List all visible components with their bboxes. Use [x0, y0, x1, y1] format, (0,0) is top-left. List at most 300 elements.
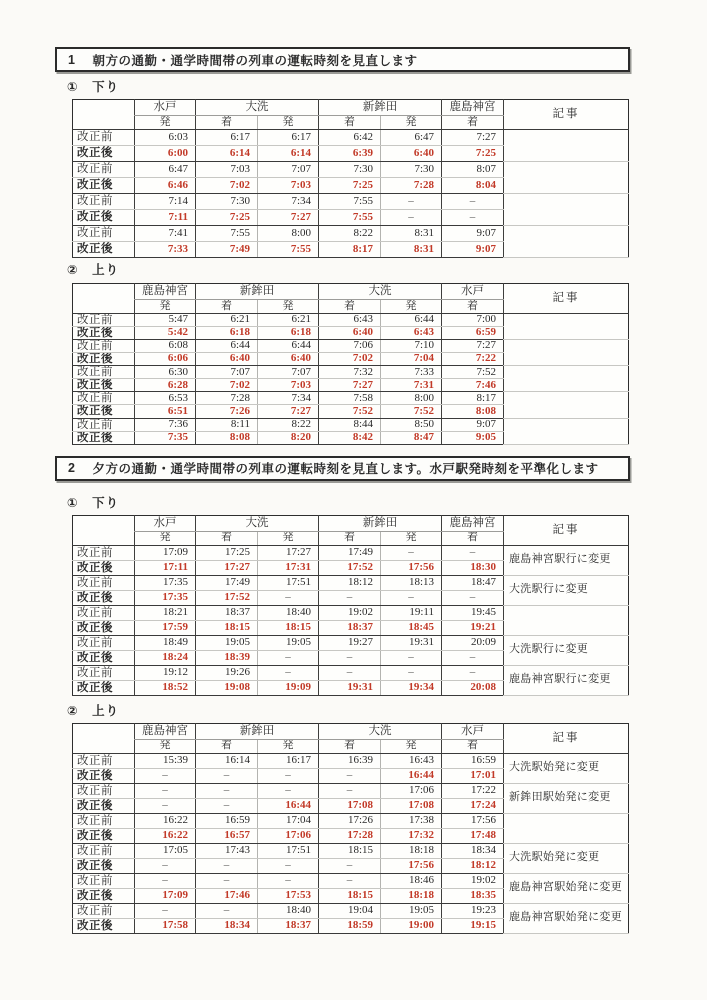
revised-time-cell: 18:12: [442, 858, 504, 873]
revised-time-cell: 18:15: [258, 620, 319, 635]
revised-time-cell: 7:11: [135, 210, 196, 226]
time-cell: 17:25: [196, 545, 258, 560]
revised-time-cell: 17:48: [442, 828, 504, 843]
station-header: 鹿島神宮: [135, 723, 196, 739]
row-label: 改正前: [73, 783, 135, 798]
time-cell: 6:03: [135, 130, 196, 146]
row-label: 改正前: [73, 813, 135, 828]
dash-cell: –: [135, 798, 196, 813]
time-cell: 6:17: [258, 130, 319, 146]
dash-cell: –: [258, 783, 319, 798]
time-cell: 16:14: [196, 753, 258, 768]
arrival-departure-header: 着: [319, 739, 381, 753]
revised-time-cell: 7:31: [381, 379, 442, 392]
dash-cell: –: [258, 768, 319, 783]
time-cell: 7:58: [319, 392, 381, 405]
dash-cell: –: [442, 590, 504, 605]
dash-cell: –: [442, 210, 504, 226]
time-cell: 7:07: [258, 366, 319, 379]
time-cell: 18:18: [381, 843, 442, 858]
row-label: 改正前: [73, 226, 135, 242]
time-cell: 17:56: [442, 813, 504, 828]
row-label: 改正前: [73, 366, 135, 379]
note-cell: [504, 418, 629, 444]
revised-time-cell: 6:39: [319, 146, 381, 162]
dash-cell: –: [258, 858, 319, 873]
arrival-departure-header: 着: [319, 531, 381, 545]
time-cell: 17:22: [442, 783, 504, 798]
time-cell: 7:06: [319, 340, 381, 353]
dash-cell: –: [319, 650, 381, 665]
time-cell: 19:02: [319, 605, 381, 620]
revised-time-cell: 16:44: [381, 768, 442, 783]
revised-time-cell: 17:59: [135, 620, 196, 635]
corner-cell: [73, 284, 135, 314]
section-2-heading: [55, 456, 630, 481]
revised-time-cell: 18:18: [381, 888, 442, 903]
time-cell: 16:59: [442, 753, 504, 768]
direction-label-morning-up: ② 上り: [67, 263, 120, 277]
time-cell: 19:23: [442, 903, 504, 918]
revised-time-cell: 7:25: [319, 178, 381, 194]
time-cell: 16:59: [196, 813, 258, 828]
time-cell: 7:14: [135, 194, 196, 210]
revised-time-cell: 7:26: [196, 405, 258, 418]
dash-cell: –: [135, 903, 196, 918]
revised-time-cell: 7:03: [258, 379, 319, 392]
time-cell: 18:37: [196, 605, 258, 620]
revised-time-cell: 6:51: [135, 405, 196, 418]
time-cell: 20:09: [442, 635, 504, 650]
timetable-row-before: [73, 392, 629, 405]
note-cell: 新鉾田駅始発に変更: [504, 783, 629, 813]
time-cell: 7:41: [135, 226, 196, 242]
dash-cell: –: [258, 873, 319, 888]
arrival-departure-header: 発: [135, 300, 196, 314]
revised-time-cell: 7:03: [258, 178, 319, 194]
revised-time-cell: 16:44: [258, 798, 319, 813]
dash-cell: –: [135, 768, 196, 783]
time-cell: 7:27: [442, 340, 504, 353]
row-label: 改正前: [73, 575, 135, 590]
direction-label-morning-down: ① 下り: [67, 80, 120, 94]
time-cell: 19:05: [258, 635, 319, 650]
note-cell: [504, 605, 629, 635]
time-cell: 8:07: [442, 162, 504, 178]
station-header: 大洗: [319, 723, 442, 739]
row-label: 改正前: [73, 665, 135, 680]
row-label: 改正後: [73, 768, 135, 783]
time-cell: 5:47: [135, 314, 196, 327]
time-cell: 6:17: [196, 130, 258, 146]
arrival-departure-header: 発: [258, 531, 319, 545]
time-cell: 7:03: [196, 162, 258, 178]
timetable-row-before: [73, 130, 629, 146]
dash-cell: –: [319, 590, 381, 605]
timetable-row-before: [73, 753, 629, 768]
section-number: 2: [68, 461, 76, 476]
dash-cell: –: [442, 650, 504, 665]
time-cell: 17:26: [319, 813, 381, 828]
time-cell: 18:12: [319, 575, 381, 590]
timetable: [72, 99, 629, 258]
revised-time-cell: 18:15: [196, 620, 258, 635]
row-label: 改正後: [73, 798, 135, 813]
timetable: [72, 723, 629, 934]
timetable-row-before: [73, 665, 629, 680]
time-cell: 7:07: [258, 162, 319, 178]
header-station-row: [73, 100, 629, 116]
revised-time-cell: 8:31: [381, 242, 442, 258]
time-cell: 8:00: [258, 226, 319, 242]
note-cell: 鹿島神宮駅始発に変更: [504, 903, 629, 933]
revised-time-cell: 16:22: [135, 828, 196, 843]
revised-time-cell: 18:52: [135, 680, 196, 695]
row-label: 改正前: [73, 753, 135, 768]
revised-time-cell: 6:06: [135, 353, 196, 366]
station-header: 大洗: [319, 284, 442, 300]
note-cell: 大洗駅始発に変更: [504, 843, 629, 873]
arrival-departure-header: 発: [135, 739, 196, 753]
dash-cell: –: [196, 768, 258, 783]
row-label: 改正前: [73, 340, 135, 353]
note-cell: [504, 314, 629, 340]
revised-time-cell: 17:58: [135, 918, 196, 933]
revised-time-cell: 17:08: [319, 798, 381, 813]
timetable-row-before: [73, 162, 629, 178]
revised-time-cell: 17:56: [381, 560, 442, 575]
row-label: 改正前: [73, 130, 135, 146]
timetable-row-before: [73, 903, 629, 918]
row-label: 改正前: [73, 194, 135, 210]
row-label: 改正後: [73, 379, 135, 392]
arrival-departure-header: 着: [442, 739, 504, 753]
evening-up-table: [72, 723, 707, 934]
time-cell: 17:38: [381, 813, 442, 828]
arrival-departure-header: 着: [442, 531, 504, 545]
arrival-departure-header: 発: [135, 116, 196, 130]
dash-cell: –: [381, 590, 442, 605]
dash-cell: –: [442, 545, 504, 560]
revised-time-cell: 6:59: [442, 327, 504, 340]
revised-time-cell: 17:08: [381, 798, 442, 813]
note-cell: 鹿島神宮駅行に変更: [504, 545, 629, 575]
revised-time-cell: 17:24: [442, 798, 504, 813]
dash-cell: –: [135, 858, 196, 873]
timetable-row-before: [73, 340, 629, 353]
dash-cell: –: [381, 194, 442, 210]
revised-time-cell: 6:18: [258, 327, 319, 340]
time-cell: 9:07: [442, 226, 504, 242]
note-cell: [504, 226, 629, 258]
section-1-heading: [55, 47, 630, 72]
revised-time-cell: 7:27: [319, 379, 381, 392]
time-cell: 7:27: [442, 130, 504, 146]
note-cell: [504, 194, 629, 226]
revised-time-cell: 17:01: [442, 768, 504, 783]
time-cell: 7:34: [258, 392, 319, 405]
time-cell: 7:34: [258, 194, 319, 210]
revised-time-cell: 8:04: [442, 178, 504, 194]
time-cell: 18:40: [258, 605, 319, 620]
revised-time-cell: 6:43: [381, 327, 442, 340]
time-cell: 6:44: [258, 340, 319, 353]
revised-time-cell: 7:28: [381, 178, 442, 194]
dash-cell: –: [319, 665, 381, 680]
dash-cell: –: [319, 783, 381, 798]
direction-label-evening-down: ① 下り: [67, 495, 120, 510]
row-label: 改正前: [73, 635, 135, 650]
notes-header: 記事: [504, 100, 629, 130]
time-cell: 8:22: [319, 226, 381, 242]
arrival-departure-header: 発: [381, 531, 442, 545]
revised-time-cell: 6:18: [196, 327, 258, 340]
revised-time-cell: 5:42: [135, 327, 196, 340]
row-label: 改正前: [73, 605, 135, 620]
time-cell: 7:32: [319, 366, 381, 379]
revised-time-cell: 17:09: [135, 888, 196, 903]
revised-time-cell: 17:28: [319, 828, 381, 843]
section-number: 1: [68, 52, 76, 67]
section-title: 朝方の通勤・通学時間帯の列車の運転時刻を見直します: [92, 53, 418, 68]
revised-time-cell: 19:15: [442, 918, 504, 933]
time-cell: 6:47: [381, 130, 442, 146]
revised-time-cell: 17:32: [381, 828, 442, 843]
revised-time-cell: 19:09: [258, 680, 319, 695]
time-cell: 19:02: [442, 873, 504, 888]
morning-down-table: [72, 99, 707, 258]
note-cell: [504, 366, 629, 392]
arrival-departure-header: 発: [135, 531, 196, 545]
time-cell: 17:43: [196, 843, 258, 858]
revised-time-cell: 16:57: [196, 828, 258, 843]
station-header: 鹿島神宮: [442, 100, 504, 116]
revised-time-cell: 9:05: [442, 431, 504, 444]
revised-time-cell: 8:47: [381, 431, 442, 444]
time-cell: 7:52: [442, 366, 504, 379]
revised-time-cell: 19:00: [381, 918, 442, 933]
revised-time-cell: 18:37: [319, 620, 381, 635]
row-label: 改正後: [73, 353, 135, 366]
revised-time-cell: 6:14: [258, 146, 319, 162]
header-station-row: [73, 284, 629, 300]
row-label: 改正前: [73, 843, 135, 858]
arrival-departure-header: 着: [319, 116, 381, 130]
revised-time-cell: 18:59: [319, 918, 381, 933]
dash-cell: –: [442, 194, 504, 210]
timetable-row-before: [73, 635, 629, 650]
time-cell: 7:36: [135, 418, 196, 431]
time-cell: 8:44: [319, 418, 381, 431]
revised-time-cell: 6:28: [135, 379, 196, 392]
revised-time-cell: 19:31: [319, 680, 381, 695]
revised-time-cell: 6:40: [258, 353, 319, 366]
revised-time-cell: 17:35: [135, 590, 196, 605]
time-cell: 6:44: [381, 314, 442, 327]
revised-time-cell: 7:46: [442, 379, 504, 392]
dash-cell: –: [196, 783, 258, 798]
revised-time-cell: 19:21: [442, 620, 504, 635]
note-cell: [504, 392, 629, 418]
header-station-row: [73, 515, 629, 531]
revised-time-cell: 6:46: [135, 178, 196, 194]
row-label: 改正前: [73, 418, 135, 431]
dash-cell: –: [258, 650, 319, 665]
revised-time-cell: 7:25: [196, 210, 258, 226]
dash-cell: –: [381, 210, 442, 226]
timetable-row-before: [73, 194, 629, 210]
timetable-row-before: [73, 783, 629, 798]
time-cell: 15:39: [135, 753, 196, 768]
revised-time-cell: 7:49: [196, 242, 258, 258]
arrival-departure-header: 発: [258, 739, 319, 753]
note-cell: 大洗駅始発に変更: [504, 753, 629, 783]
revised-time-cell: 7:35: [135, 431, 196, 444]
revised-time-cell: 7:02: [196, 178, 258, 194]
revised-time-cell: 8:42: [319, 431, 381, 444]
revised-time-cell: 17:53: [258, 888, 319, 903]
note-cell: [504, 130, 629, 162]
time-cell: 19:12: [135, 665, 196, 680]
row-label: 改正後: [73, 858, 135, 873]
time-cell: 17:49: [196, 575, 258, 590]
time-cell: 6:21: [196, 314, 258, 327]
notes-header: 記事: [504, 723, 629, 753]
arrival-departure-header: 発: [381, 116, 442, 130]
time-cell: 18:46: [381, 873, 442, 888]
station-header: 新鉾田: [319, 100, 442, 116]
row-label: 改正前: [73, 392, 135, 405]
row-label: 改正後: [73, 828, 135, 843]
revised-time-cell: 7:02: [319, 353, 381, 366]
revised-time-cell: 8:08: [196, 431, 258, 444]
timetable-row-before: [73, 605, 629, 620]
row-label: 改正後: [73, 560, 135, 575]
time-cell: 6:44: [196, 340, 258, 353]
revised-time-cell: 6:40: [381, 146, 442, 162]
row-label: 改正後: [73, 918, 135, 933]
time-cell: 16:39: [319, 753, 381, 768]
time-cell: 19:27: [319, 635, 381, 650]
header-station-row: [73, 723, 629, 739]
revised-time-cell: 17:52: [319, 560, 381, 575]
note-cell: 鹿島神宮駅始発に変更: [504, 873, 629, 903]
timetable-row-before: [73, 418, 629, 431]
row-label: 改正後: [73, 178, 135, 194]
row-label: 改正後: [73, 146, 135, 162]
time-cell: 17:27: [258, 545, 319, 560]
revised-time-cell: 6:40: [319, 327, 381, 340]
time-cell: 19:05: [381, 903, 442, 918]
revised-time-cell: 7:33: [135, 242, 196, 258]
time-cell: 18:49: [135, 635, 196, 650]
revised-time-cell: 17:11: [135, 560, 196, 575]
time-cell: 19:05: [196, 635, 258, 650]
arrival-departure-header: 着: [442, 116, 504, 130]
time-cell: 18:21: [135, 605, 196, 620]
time-cell: 6:21: [258, 314, 319, 327]
revised-time-cell: 18:24: [135, 650, 196, 665]
revised-time-cell: 7:52: [319, 405, 381, 418]
note-cell: 大洗駅行に変更: [504, 575, 629, 605]
station-header: 鹿島神宮: [135, 284, 196, 300]
time-cell: 7:55: [196, 226, 258, 242]
time-cell: 7:30: [381, 162, 442, 178]
time-cell: 6:08: [135, 340, 196, 353]
time-cell: 7:28: [196, 392, 258, 405]
station-header: 新鉾田: [319, 515, 442, 531]
dash-cell: –: [319, 768, 381, 783]
time-cell: 17:51: [258, 843, 319, 858]
station-header: 新鉾田: [196, 284, 319, 300]
time-cell: 17:51: [258, 575, 319, 590]
time-cell: 16:22: [135, 813, 196, 828]
time-cell: 19:11: [381, 605, 442, 620]
revised-time-cell: 17:56: [381, 858, 442, 873]
row-label: 改正前: [73, 162, 135, 178]
evening-down-table: [72, 515, 707, 696]
arrival-departure-header: 発: [381, 739, 442, 753]
time-cell: 18:40: [258, 903, 319, 918]
dash-cell: –: [196, 858, 258, 873]
timetable-row-before: [73, 314, 629, 327]
dash-cell: –: [196, 798, 258, 813]
timetable-row-before: [73, 873, 629, 888]
time-cell: 7:55: [319, 194, 381, 210]
note-cell: 鹿島神宮駅行に変更: [504, 665, 629, 695]
time-cell: 8:11: [196, 418, 258, 431]
time-cell: 7:33: [381, 366, 442, 379]
time-cell: 8:50: [381, 418, 442, 431]
time-cell: 7:10: [381, 340, 442, 353]
corner-cell: [73, 723, 135, 753]
row-label: 改正前: [73, 314, 135, 327]
station-header: 水戸: [442, 723, 504, 739]
station-header: 新鉾田: [196, 723, 319, 739]
time-cell: 17:35: [135, 575, 196, 590]
revised-time-cell: 17:31: [258, 560, 319, 575]
row-label: 改正後: [73, 431, 135, 444]
revised-time-cell: 7:02: [196, 379, 258, 392]
row-label: 改正後: [73, 650, 135, 665]
revised-time-cell: 19:08: [196, 680, 258, 695]
time-cell: 6:43: [319, 314, 381, 327]
corner-cell: [73, 515, 135, 545]
timetable-row-before: [73, 575, 629, 590]
station-header: 水戸: [135, 515, 196, 531]
direction-label-evening-up: ② 上り: [67, 703, 120, 718]
revised-time-cell: 18:45: [381, 620, 442, 635]
notes-header: 記事: [504, 284, 629, 314]
revised-time-cell: 18:30: [442, 560, 504, 575]
time-cell: 6:47: [135, 162, 196, 178]
row-label: 改正前: [73, 545, 135, 560]
revised-time-cell: 18:39: [196, 650, 258, 665]
time-cell: 8:00: [381, 392, 442, 405]
time-cell: 7:30: [196, 194, 258, 210]
arrival-departure-header: 発: [258, 116, 319, 130]
revised-time-cell: 9:07: [442, 242, 504, 258]
row-label: 改正後: [73, 888, 135, 903]
revised-time-cell: 18:35: [442, 888, 504, 903]
station-header: 鹿島神宮: [442, 515, 504, 531]
station-header: 水戸: [442, 284, 504, 300]
dash-cell: –: [381, 650, 442, 665]
dash-cell: –: [381, 545, 442, 560]
note-cell: [504, 813, 629, 843]
section-title: 夕方の通勤・通学時間帯の列車の運転時刻を見直します。水戸駅発時刻を平準化します: [92, 462, 599, 477]
timetable-row-before: [73, 813, 629, 828]
